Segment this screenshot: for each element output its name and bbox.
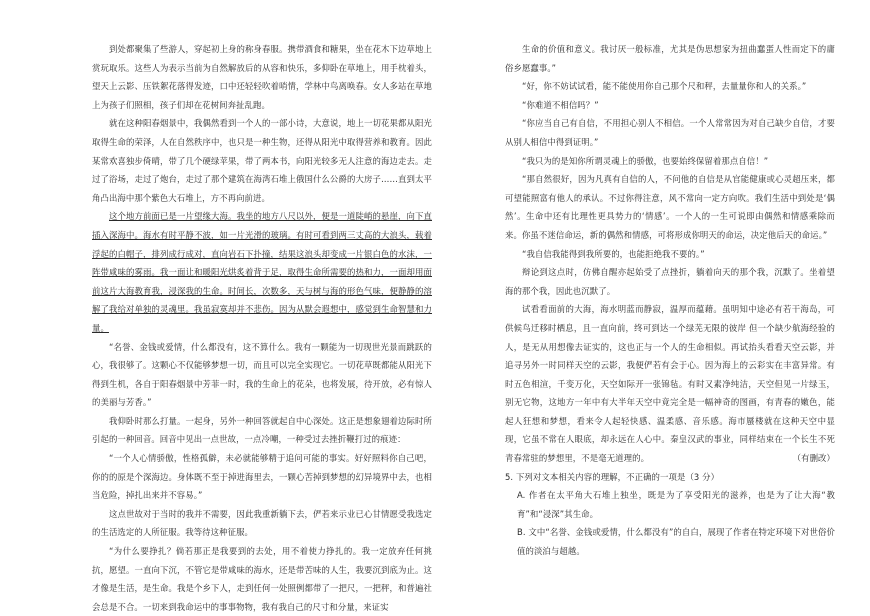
paragraph: “一个人心情骄傲，性格孤僻，未必就能够精于追问可能的事实。好好照料你自己吧，你的的原是个深海边。身体既不至于掉进海里去，一颗心苦掉到梦想的幻异境界中去，也相当危险，掉扎出来并不容易。”: [92, 453, 432, 501]
paragraph: 这点世故对于当时的我并不需要，因此我重新躺下去，俨若来示业已心甘情愿受我选定的生活选定的人所征服。我等待这种征服。: [92, 508, 432, 538]
paragraph: “我自信我能得到我所要的，也能拒绝我不要的。”: [522, 248, 705, 259]
option-b: B. 文中“名誉、金钱或爱情，什么都没有”的自白，展现了作者在特定环境下对世俗价值的淡泊与超越。: [517, 527, 835, 557]
underlined-paragraph: 这个地方前面已是一片望缘大海。我坐的地方八尺以外，便是一道陡峭的悬崖，向下直插入深海中。海水有时平静不波，如一片光滑的玻璃。有时可看到两三丈高的大浪头，载着浮起的白帽子，排列成行成对，直向岩石下扑撞，结果这浪头却变成一片银白色的水沫，一阵带咸味的雾雨。我一面让和暖阳光烘炙着背于足，取得生命所需要的热和力，一面却用面前这片大海教育我，浸深我的生命。时间长，次数多，天与树与海的形色气味，便静静的溶解了我给对单独的灵魂里。我虽寂寞却并不悲伤。因为从默会遐想中，感觉到生命智慧和力量。: [92, 211, 432, 333]
paragraph: 就在这种阳春烟景中，我偶然看到一个人的一部小诗，大意说，地上一切花果都从阳光取得生命的荣泽，人在自然秩序中，也只是一种生物，还得从阳光中取得营养和教育。因此某常欢喜独步倚晴，带了几个硬绿苹果，带了两本书，向阳光较多无人注意的海边走去。走过了浴场，走过了炮台，走过了那个建筑在海湾石堆上俄国什么公爵的大房子……直到太平角凸出海中那个紫色大石堆上，方不再向前进。: [92, 118, 432, 203]
paragraph-text: 试看看面前的大海，海水明蓝而静寂，温厚而蕴藉。虽明知中途必有若干海岛，可供候鸟迁移时栖息，且一直向前，终可到达一个绿芜无限的彼岸 但一个缺少航海经验的人，是无从用想像去证实的，这也正与一个人的生命相似。再试抬头看看天空云影，并追寻另外一时同样天空的云影，我便俨若有会于心。因为海上的云彩实在丰富异常。有时五色相渲，千变万化，天空如际开一张锦毡。有时又素净纯洁，天空但见一片绿玉，别无它物，这地方一年中有大半年天空中竟完全是一幅神奇的图画，有青春的嫩色，能起人狂想和梦想，看来令人起轻快感、温柔感、音乐感。海市蜃楼就在这种天空中显现，它虽不常在人眼底，却永远在人心中。秦皇汉武的事业，同样结束在一个长生不死青春常驻的梦想里，不是毫无道理的。: [505, 304, 835, 464]
paragraph: 到处都聚集了些游人，穿起初上身的称身春服。携带酒食和糖果，坐在花木下边草地上赏玩取乐。这些人为表示当前为自然解放后的从容和快乐，多仰卧在草地上，用手枕着头，望天上云影、压铁絮花落得发迹，口中还轻轻吹着哨情，学林中鸟离唤春。女人多站在草地上为孩子们照相，孩子们却在花树间奔扯乱跑。: [92, 44, 432, 110]
paragraph: “你应当自己有自信，不用担心别人不相信。一个人常常因为对自己缺少自信，才要从别人相信中得到证明。”: [505, 118, 835, 147]
paragraph: 辩论到这点时，仿佛自醒亦起始受了点挫折，躺着向天的那个我，沉默了。坐着望海的那个我，因此也沉默了。: [505, 267, 835, 296]
paragraph: “为什么要挣扎？倘若那正是我要到的去处，用不着使力挣扎的。我一定放弃任何挑抗，愿望。一直向下沉，不管它是带咸味的海水，还是带苦味的人生，我要沉到底为止。这才像是生活，是生命。我是个乡下人，走到任何一处照例都带了一把尺，一把秤，和普遍社会总是不合。一切来到我命运中的事事物物，我有我自己的尺寸和分量，来证实: [92, 546, 432, 612]
paragraph: “我只为的是知你所谓灵魂上的骄傲，也要始终保留着那点自信！”: [522, 155, 769, 166]
paragraph: “好，你不妨试试看，能不能使用你自己那个尺和秤，去量量你和人的关系。”: [522, 81, 807, 92]
left-column: [92, 40, 432, 616]
paragraph: 我仰卧时那么打量。一起身，另外一种回答就起自中心深处。这正是想象翅着边际时所引起的一种回音。回音中见出一点世故，一点冷嘲，一种受过去挫折鞭打过的痕迹：: [92, 415, 432, 445]
paragraph: 生命的价值和意义。我讨厌一般标准，尤其是伪思想家为扭曲蠢蛋人性而定下的庸俗乡愿蠢事。”: [505, 44, 835, 73]
option-a: A. 作者在太平角大石堆上独坐，既是为了享受阳光的滋养，也是为了让大海“教育”和“浸深”其生命。: [517, 490, 835, 519]
question-stem: 5. 下列对文本相关内容的理解，不正确的一项是（3 分）: [505, 471, 720, 482]
paragraph: “你难道不相信吗？”: [522, 99, 599, 110]
source-note: （有删改）: [792, 453, 835, 464]
paragraph: “名誉、金钱或爱情，什么都没有，这不算什么。我有一颗能为一切现世光景而跳跃的心，我很够了。这颗心不仅能够梦想一切，而且可以完全实现它。一切花草既都能从阳光下得到生机，各自于阳春烟景中芳菲一时，我的生命上的花朵，也将发展，待开放，必有惊人的美丽与芳香。”: [92, 341, 432, 408]
paragraph: “那自然很好，因为凡真有自信的人，不问他的自信是从官能健康或心灵超压来，都可望能照富有他人的承认。不过你得注意，风不常向一定方向吹。我们生活中到处是‘偶然’。生命中还有比理性更具势力的‘情感’。一个人的一生可说即由偶然和情感乘除而来。你虽不迷信命运，新的偶然和情感，可将形成你明天的命运，决定他后天的命运。”: [505, 174, 835, 240]
right-column: [505, 40, 835, 561]
paragraph: [505, 300, 835, 467]
